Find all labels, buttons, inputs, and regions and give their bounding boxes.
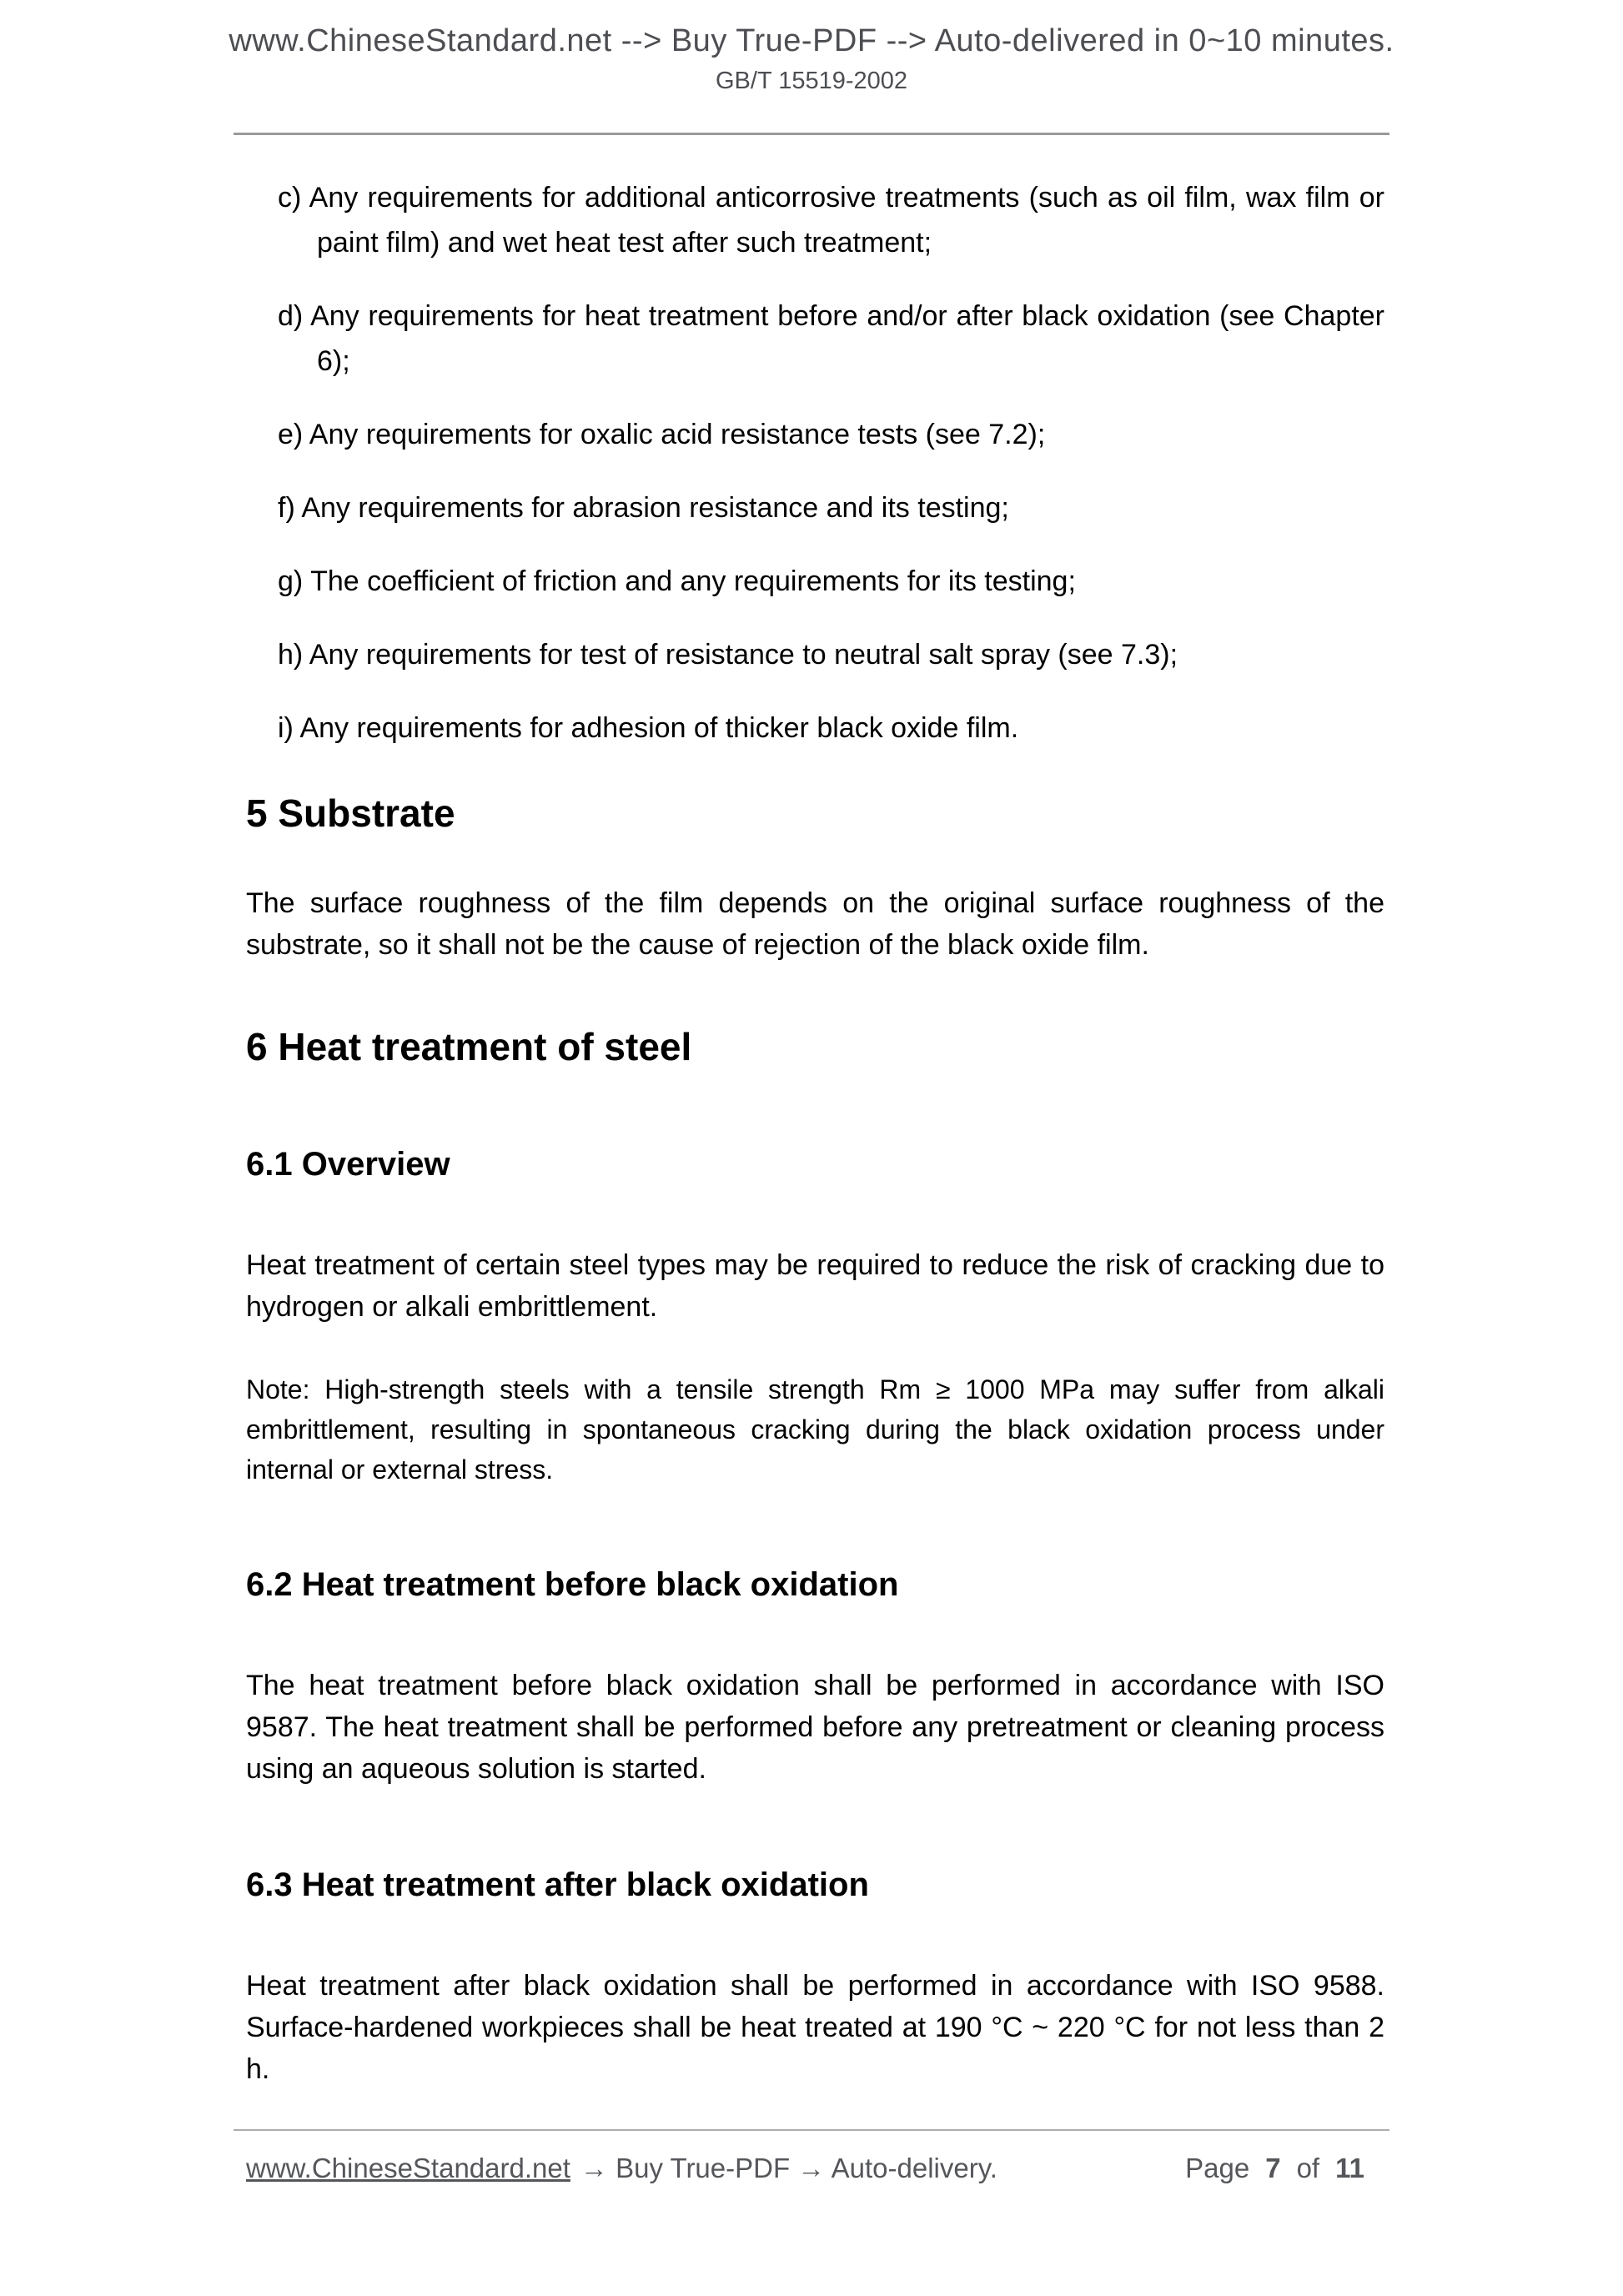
requirements-list (246, 175, 1384, 751)
section-6-2-heading: 6.2 Heat treatment before black oxidation (246, 1566, 899, 1603)
list-item-d: d) Any requirements for heat treatment before and/or after black oxidation (see Chapter 6); (278, 300, 1384, 377)
list-item-e: e) Any requirements for oxalic acid resistance tests (see 7.2); (278, 419, 1046, 450)
section-5-heading: 5 Substrate (246, 791, 455, 835)
footer-breadcrumb (246, 2153, 997, 2184)
section-6-3-body: Heat treatment after black oxidation shall be performed in accordance with ISO 9588. Surface-hardened workpieces shall be heat treated at 190 °C ~ 220 °C for not less than 2 h. (246, 1970, 1384, 2085)
footer-link[interactable]: www.ChineseStandard.net (246, 2153, 570, 2183)
footer-divider (234, 2129, 1389, 2131)
section-6-1-heading: 6.1 Overview (246, 1146, 450, 1183)
page-total: 11 (1335, 2153, 1364, 2183)
page-footer (234, 2129, 1389, 2184)
header-notice: www.ChineseStandard.net --> Buy True-PDF --> Auto-delivered in 0~10 minutes. (229, 23, 1394, 58)
list-item-h: h) Any requirements for test of resistance to neutral salt spray (see 7.3); (278, 639, 1178, 671)
page-current: 7 (1265, 2153, 1281, 2183)
section-5-body: The surface roughness of the film depends on the original surface roughness of the substrate, so it shall not be the cause of rejection of the black oxide film. (246, 887, 1384, 961)
document-content (246, 175, 1384, 2090)
list-item-i: i) Any requirements for adhesion of thicker black oxide film. (278, 712, 1019, 744)
section-6-heading: 6 Heat treatment of steel (246, 1025, 692, 1068)
top-divider (234, 133, 1389, 135)
footer-row (234, 2153, 1389, 2184)
section-6-3-heading: 6.3 Heat treatment after black oxidation (246, 1866, 869, 1903)
page-of-label: of (1296, 2153, 1320, 2183)
list-item-g: g) The coefficient of friction and any requirements for its testing; (278, 565, 1076, 597)
list-item-f: f) Any requirements for abrasion resistance and its testing; (278, 492, 1009, 524)
list-item-c: c) Any requirements for additional anticorrosive treatments (such as oil film, wax film or paint film) and wet heat test after such treatment; (278, 182, 1384, 259)
doc-number: GB/T 15519-2002 (715, 68, 908, 94)
page-indicator (1185, 2153, 1364, 2184)
page-label: Page (1185, 2153, 1250, 2183)
section-6-1-body: Heat treatment of certain steel types may be required to reduce the risk of cracking due to hydrogen or alkali embrittlement. (246, 1249, 1384, 1323)
page-header (0, 0, 1623, 96)
section-6-1-note: Note: High-strength steels with a tensile strength Rm ≥ 1000 MPa may suffer from alkali embrittlement, resulting in spontaneous cracking during the black oxidation process under internal or external stress. (246, 1374, 1384, 1485)
footer-breadcrumb-rest: → Buy True-PDF → Auto-delivery. (580, 2153, 997, 2183)
section-6-2-body: The heat treatment before black oxidation shall be performed in accordance with ISO 9587. The heat treatment shall be performed before any pretreatment or cleaning process using an aqueous solution is started. (246, 1670, 1384, 1785)
